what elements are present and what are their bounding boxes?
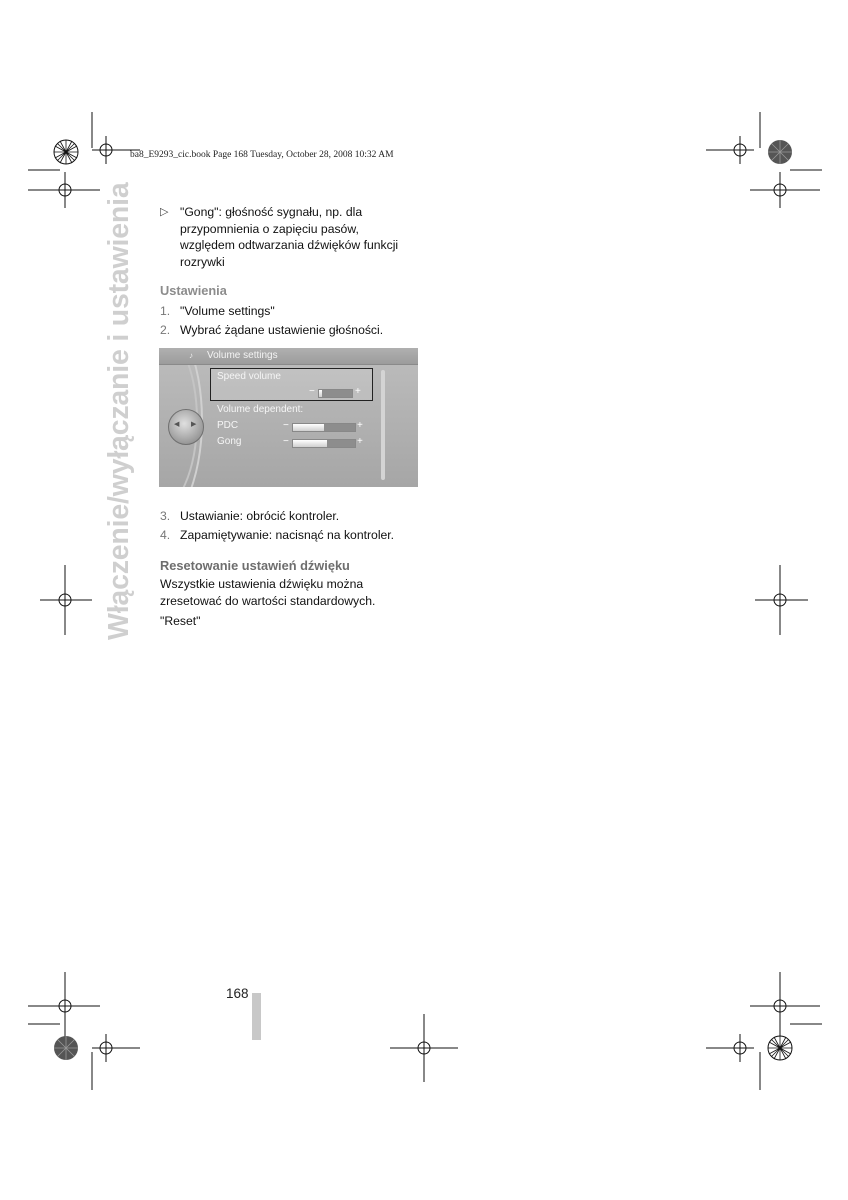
knob-right-arrow-icon: ▶	[191, 421, 197, 428]
step-item	[160, 508, 430, 525]
step-number: 1.	[160, 303, 171, 318]
triangle-bullet-icon: ▷	[160, 206, 169, 218]
pdc-slider[interactable]	[292, 423, 356, 432]
speed-volume-minus[interactable]: −	[309, 386, 315, 397]
reset-description: Wszystkie ustawienia dźwięku można zresetować do wartości standardowych.	[160, 577, 376, 608]
gong-slider[interactable]	[292, 439, 356, 448]
controller-knob-icon[interactable]	[168, 409, 204, 445]
knob-left-arrow-icon: ◀	[174, 421, 180, 428]
screen-title: Volume settings	[207, 350, 278, 361]
reset-label: "Reset"	[160, 614, 201, 628]
step-number: 3.	[160, 508, 171, 523]
step-number: 2.	[160, 323, 171, 337]
speed-volume-label: Speed volume	[217, 371, 281, 382]
print-header: ba8_E9293_cic.book Page 168 Tuesday, October 28, 2008 10:32 AM	[130, 150, 394, 160]
pdc-label: PDC	[217, 420, 239, 431]
section-heading-reset: Resetowanie ustawień dźwięku	[160, 557, 350, 573]
step-item	[160, 303, 430, 320]
pdc-minus[interactable]: −	[283, 420, 289, 431]
speed-volume-slider[interactable]	[318, 389, 353, 398]
volume-dependent-label: Volume dependent:	[217, 404, 304, 415]
scrollbar[interactable]	[381, 370, 385, 480]
step-text: "Volume settings"	[180, 303, 275, 318]
volume-settings-screenshot	[159, 348, 418, 487]
speed-volume-plus[interactable]: +	[355, 386, 361, 397]
speaker-icon: ♪	[189, 351, 193, 360]
step-text: Zapamiętywanie: nacisnąć na kontroler.	[180, 528, 395, 542]
bullet-item	[160, 204, 430, 270]
side-chapter-title: Włączenie/wyłączanie i ustawienia	[103, 182, 135, 640]
step-text: Ustawianie: obrócić kontroler.	[180, 508, 340, 523]
section-heading-settings: Ustawienia	[160, 283, 227, 298]
screen-title-bar	[159, 348, 418, 365]
gong-plus[interactable]: +	[357, 436, 363, 447]
step-item	[160, 527, 430, 544]
page-number-bar	[252, 993, 261, 1040]
step-text: Wybrać żądane ustawienie głośności.	[180, 323, 384, 337]
pdc-plus[interactable]: +	[357, 420, 363, 431]
page-number: 168	[226, 986, 249, 1001]
gong-label: Gong	[217, 436, 242, 447]
step-item	[160, 322, 430, 339]
bullet-text: "Gong": głośność sygnału, np. dla przypomnienia o zapięciu pasów, względem odtwarzania dźwięków funkcji rozrywki	[180, 205, 399, 269]
gong-minus[interactable]: −	[283, 436, 289, 447]
step-number: 4.	[160, 528, 171, 542]
